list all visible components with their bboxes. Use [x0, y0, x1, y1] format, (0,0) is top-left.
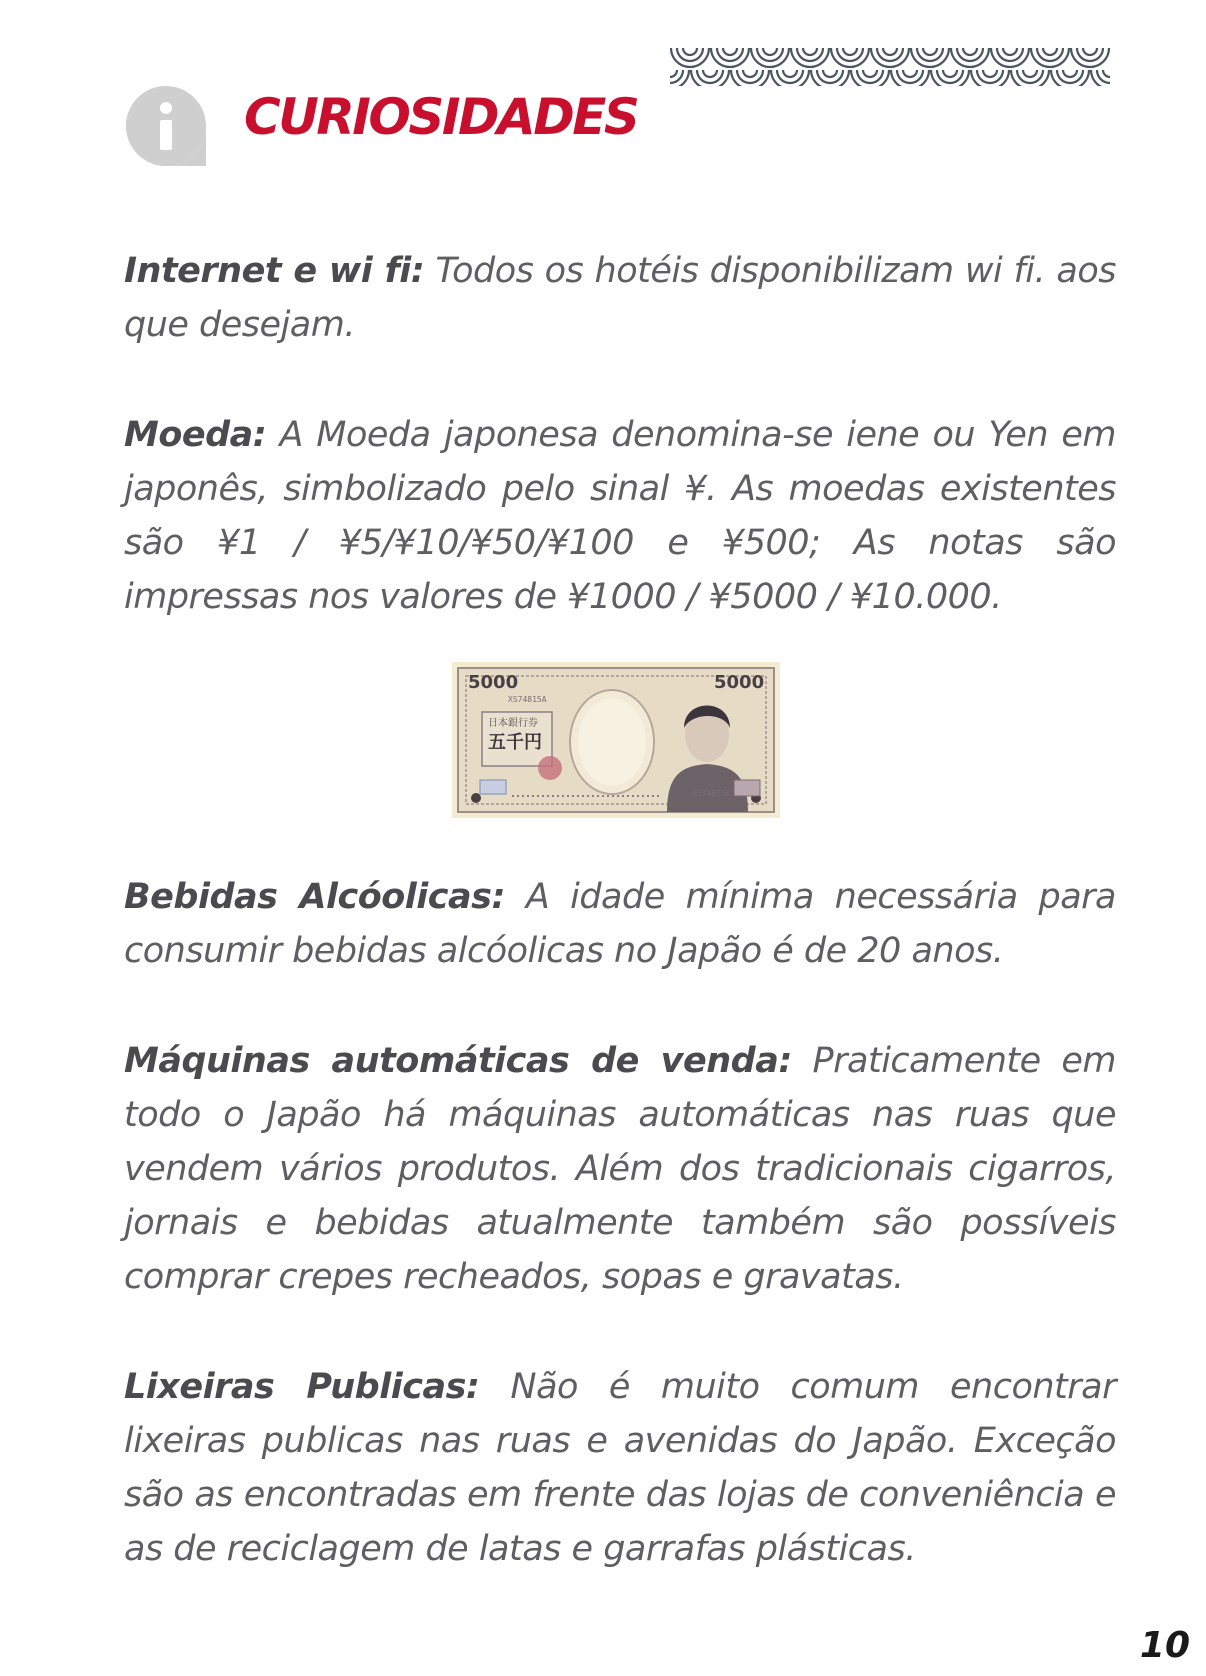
seal-mark — [538, 756, 562, 780]
page-title: CURIOSIDADES — [244, 88, 638, 146]
section-label: Bebidas Alcóolicas: — [124, 877, 505, 917]
section-text: Todos os hotéis disponibilizam wi fi. aos que desejam. — [124, 251, 1116, 345]
bank-name: 日本銀行券 — [488, 718, 538, 729]
section-text: A Moeda japonesa denomina-se iene ou Yen em japonês, simbolizado pelo sinal ¥. As moedas existentes são ¥1 / ¥5/¥10/¥50/¥100 e ¥500; As notas são impressas nos valores de ¥1000 / ¥5000 / ¥10.000. — [124, 415, 1116, 617]
denomination-right: 5000 — [714, 672, 765, 693]
section-text: A idade mínima necessária para consumir bebidas alcóolicas no Japão é de 20 anos. — [124, 877, 1116, 971]
content-body — [124, 244, 1116, 1632]
section-alcohol — [124, 870, 1116, 978]
info-icon — [124, 84, 208, 168]
section-currency — [124, 408, 1116, 624]
section-vending-machines — [124, 1034, 1116, 1304]
section-text: Praticamente em todo o Japão há máquinas automáticas nas ruas que vendem vários produtos. Além dos tradicionais cigarros, jornais e bebidas atualmente também são possíveis comprar crepes recheados, sopas e gravatas. — [124, 1041, 1117, 1297]
seigaiha-wave-pattern-icon — [670, 26, 1110, 86]
banknote-image — [116, 662, 1116, 818]
page-number: 10 — [1139, 1625, 1190, 1666]
section-label: Máquinas automáticas de venda: — [124, 1041, 792, 1081]
section-public-bins — [124, 1360, 1116, 1576]
section-internet — [124, 244, 1116, 352]
section-label: Lixeiras Publicas: — [124, 1367, 480, 1407]
section-label: Moeda: — [124, 415, 267, 455]
kanji-value: 五千円 — [488, 732, 542, 753]
yen-5000-banknote — [452, 662, 780, 818]
section-text: Não é muito comum encontrar lixeiras publicas nas ruas e avenidas do Japão. Exceção são as encontradas em frente das lojas de conveniência e as de reciclagem de latas e garrafas plásticas. — [124, 1367, 1117, 1569]
section-label: Internet e wi fi: — [124, 251, 425, 291]
denomination-left: 5000 — [468, 672, 519, 693]
serial-top: XS74815A — [508, 695, 547, 704]
serial-bottom: XS74815A — [692, 789, 731, 798]
